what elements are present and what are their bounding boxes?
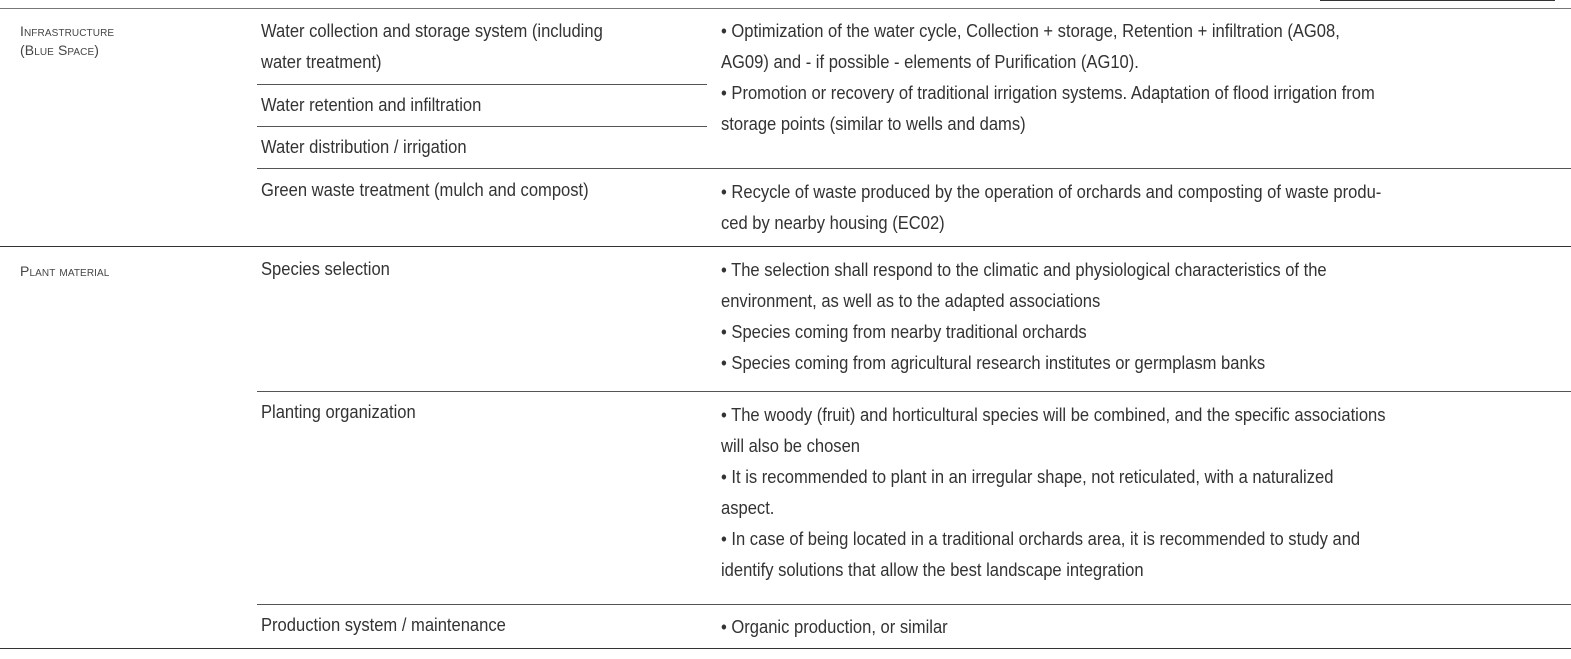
notes-green-waste <box>721 177 1381 239</box>
section-title-plant-material <box>20 262 109 281</box>
note-line: will also be chosen <box>721 436 861 456</box>
notes-species-selection <box>721 255 1327 379</box>
item-water-distribution <box>261 132 467 163</box>
item-planting-organization <box>261 397 416 428</box>
item-water-retention <box>261 90 481 121</box>
note-line: identify solutions that allow the best landscape integration <box>721 560 1144 580</box>
note-line: • Promotion or recovery of traditional irrigation systems. Adaptation of flood irrigation from <box>721 83 1375 103</box>
note-line: • Optimization of the water cycle, Collection + storage, Retention + infiltration (AG08, <box>721 21 1340 41</box>
table-top-rule <box>0 8 1571 9</box>
note-line: AG09) and - if possible - elements of Purification (AG10). <box>721 52 1139 72</box>
note-line: aspect. <box>721 498 775 518</box>
row-divider <box>257 391 1571 392</box>
section-title-line: Plant material <box>20 263 110 279</box>
notes-planting-organization <box>721 400 1386 586</box>
row-divider <box>257 168 1571 169</box>
top-border-fragment <box>1320 0 1555 1</box>
note-line: • The woody (fruit) and horticultural species will be combined, and the specific associations <box>721 405 1386 425</box>
note-line: • The selection shall respond to the climatic and physiological characteristics of the <box>721 260 1327 280</box>
section-title-line: (Blue Space) <box>20 42 100 58</box>
item-text-line: Water distribution / irrigation <box>261 137 467 157</box>
table-bottom-rule <box>0 648 1571 649</box>
section-title-line: Infrastructure <box>20 23 115 39</box>
item-text-line: Water retention and infiltration <box>261 95 482 115</box>
item-water-collection <box>261 16 603 78</box>
notes-production-system <box>721 612 948 643</box>
section-divider <box>0 246 1571 247</box>
item-text-line: Species selection <box>261 259 390 279</box>
note-line: • Species coming from nearby traditional orchards <box>721 322 1087 342</box>
note-line: • Organic production, or similar <box>721 617 948 637</box>
row-divider <box>257 126 707 127</box>
item-text-line: Production system / maintenance <box>261 615 506 635</box>
note-line: environment, as well as to the adapted associations <box>721 291 1101 311</box>
note-line: • Recycle of waste produced by the operation of orchards and composting of waste produ- <box>721 182 1382 202</box>
item-green-waste <box>261 175 589 206</box>
item-text-line: water treatment) <box>261 52 382 72</box>
note-line: • Species coming from agricultural research institutes or germplasm banks <box>721 353 1266 373</box>
item-text-line: Water collection and storage system (including <box>261 21 603 41</box>
note-line: • In case of being located in a traditional orchards area, it is recommended to study and <box>721 529 1361 549</box>
row-divider <box>257 84 707 85</box>
note-line: ced by nearby housing (EC02) <box>721 213 945 233</box>
section-title-infrastructure <box>20 22 114 60</box>
item-species-selection <box>261 254 390 285</box>
item-text-line: Planting organization <box>261 402 416 422</box>
notes-water-systems <box>721 16 1375 140</box>
note-line: • It is recommended to plant in an irregular shape, not reticulated, with a naturalized <box>721 467 1334 487</box>
note-line: storage points (similar to wells and dams) <box>721 114 1026 134</box>
item-production-system <box>261 610 506 641</box>
item-text-line: Green waste treatment (mulch and compost) <box>261 180 589 200</box>
row-divider <box>257 604 1571 605</box>
